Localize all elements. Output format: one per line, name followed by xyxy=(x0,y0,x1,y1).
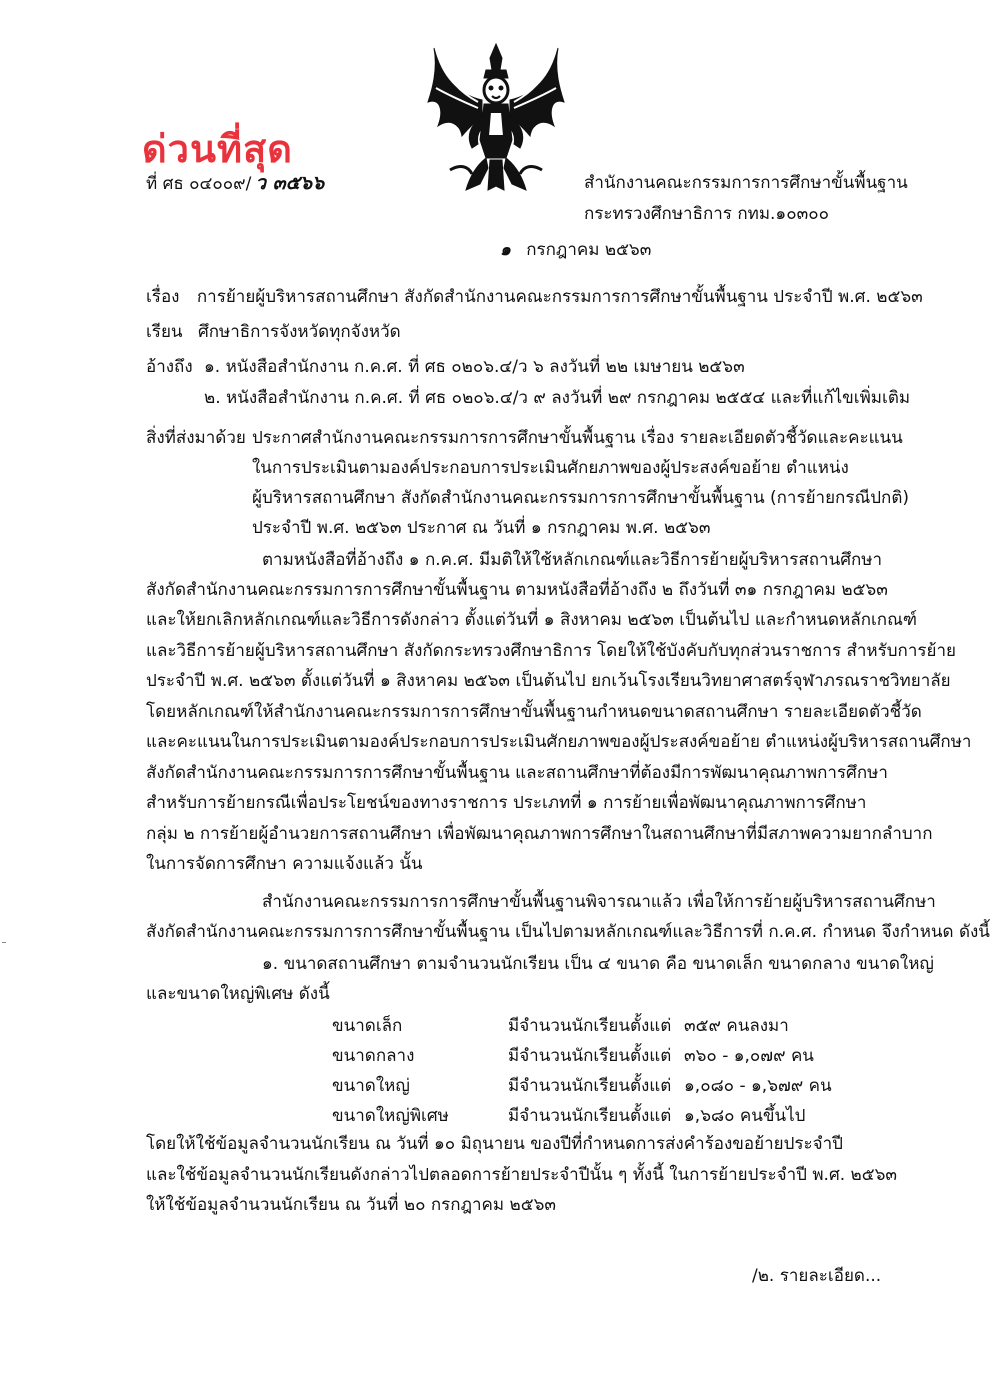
item-line: และขนาดใหญ่พิเศษ ดังนี้ xyxy=(146,984,330,1004)
size-range: ๓๖๐ - ๑,๐๗๙ คน xyxy=(684,1046,814,1066)
body-line: สังกัดสำนักงานคณะกรรมการการศึกษาขั้นพื้นฐาน ตามหนังสือที่อ้างถึง ๒ ถึงวันที่ ๓๑ กรกฎาคม ๒๕๖๓ xyxy=(146,580,888,600)
garuda-emblem xyxy=(420,40,572,195)
body-line: โดยหลักเกณฑ์ให้สำนักงานคณะกรรมการการศึกษาขั้นพื้นฐานกำหนดขนาดสถานศึกษา รายละเอียดตัวชี้วัด xyxy=(146,702,922,722)
body-line: และคะแนนในการประเมินตามองค์ประกอบการประเมินศักยภาพของผู้ประสงค์ขอย้าย ตำแหน่งผู้บริหารสถานศึกษา xyxy=(146,732,972,752)
reference-prefix: ที่ ศธ ๐๔๐๐๙/ xyxy=(146,174,252,194)
size-criterion: มีจำนวนนักเรียนตั้งแต่ xyxy=(508,1076,672,1096)
body-line: สังกัดสำนักงานคณะกรรมการการศึกษาขั้นพื้นฐาน และสถานศึกษาที่ต้องมีการพัฒนาคุณภาพการศึกษา xyxy=(146,763,888,783)
reference-number xyxy=(146,168,324,198)
size-range: ๑,๐๘๐ - ๑,๖๗๙ คน xyxy=(684,1076,832,1096)
body-line: และวิธีการย้ายผู้บริหารสถานศึกษา สังกัดกระทรวงศึกษาธิการ โดยให้ใช้บังคับกับทุกส่วนราชการ สำหรับการย้าย xyxy=(146,641,956,661)
size-name: ขนาดกลาง xyxy=(332,1046,415,1066)
size-name: ขนาดเล็ก xyxy=(332,1016,403,1036)
body-line: กลุ่ม ๒ การย้ายผู้อำนวยการสถานศึกษา เพื่อพัฒนาคุณภาพการศึกษาในสถานศึกษาที่มีสภาพความยากลำบาก xyxy=(146,824,933,844)
closing-line: ให้ใช้ข้อมูลจำนวนนักเรียน ณ วันที่ ๒๐ กรกฎาคม ๒๕๖๓ xyxy=(146,1195,557,1215)
enclosure-line: ประจำปี พ.ศ. ๒๕๖๓ ประกาศ ณ วันที่ ๑ กรกฎาคม พ.ศ. ๒๕๖๓ xyxy=(252,518,711,538)
continuation-marker: /๒. รายละเอียด... xyxy=(752,1266,882,1286)
body-line: ในการจัดการศึกษา ความแจ้งแล้ว นั้น xyxy=(146,854,423,874)
reference-item-1: ๑. หนังสือสำนักงาน ก.ค.ศ. ที่ ศธ ๐๒๐๖.๔/ว ๖ ลงวันที่ ๒๒ เมษายน ๒๕๖๓ xyxy=(204,357,745,377)
body-line: ตามหนังสือที่อ้างถึง ๑ ก.ค.ศ. มีมติให้ใช้หลักเกณฑ์และวิธีการย้ายผู้บริหารสถานศึกษา xyxy=(262,550,883,570)
size-criterion: มีจำนวนนักเรียนตั้งแต่ xyxy=(508,1106,672,1126)
reference-label: อ้างถึง xyxy=(146,357,193,377)
subject-label: เรื่อง xyxy=(146,287,180,307)
recipient-line xyxy=(146,318,401,345)
body-line: ประจำปี พ.ศ. ๒๕๖๓ ตั้งแต่วันที่ ๑ สิงหาคม ๒๕๖๓ เป็นต้นไป ยกเว้นโรงเรียนวิทยาศาสตร์จุฬาภรณราชวิทยาลัย xyxy=(146,671,951,691)
issuing-office xyxy=(584,168,908,230)
body-line: สังกัดสำนักงานคณะกรรมการการศึกษาขั้นพื้นฐาน เป็นไปตามหลักเกณฑ์และวิธีการที่ ก.ค.ศ. กำหนด จึงกำหนด ดังนี้ xyxy=(146,922,990,942)
size-criterion: มีจำนวนนักเรียนตั้งแต่ xyxy=(508,1016,672,1036)
urgency-stamp: ด่วนที่สุด xyxy=(142,127,293,171)
document-date xyxy=(500,236,651,263)
date-day: ๑ xyxy=(500,240,511,260)
size-range: ๓๕๙ คนลงมา xyxy=(684,1016,789,1036)
body-line: สำหรับการย้ายกรณีเพื่อประโยชน์ของทางราชการ ประเภทที่ ๑ การย้ายเพื่อพัฒนาคุณภาพการศึกษา xyxy=(146,793,867,813)
recipient-label: เรียน xyxy=(146,322,183,342)
enclosure-label: สิ่งที่ส่งมาด้วย xyxy=(146,428,246,448)
size-range: ๑,๖๘๐ คนขึ้นไป xyxy=(684,1106,806,1126)
subject-line xyxy=(146,283,923,310)
size-name: ขนาดใหญ่พิเศษ xyxy=(332,1106,449,1126)
body-line: สำนักงานคณะกรรมการการศึกษาขั้นพื้นฐานพิจารณาแล้ว เพื่อให้การย้ายผู้บริหารสถานศึกษา xyxy=(262,892,936,912)
reference-item-2: ๒. หนังสือสำนักงาน ก.ค.ศ. ที่ ศธ ๐๒๐๖.๔/ว ๙ ลงวันที่ ๒๙ กรกฎาคม ๒๕๕๔ และที่แก้ไขเพิ่มเติม xyxy=(204,388,911,408)
closing-line: โดยให้ใช้ข้อมูลจำนวนนักเรียน ณ วันที่ ๑๐ มิถุนายน ของปีที่กำหนดการส่งคำร้องขอย้ายประจำปี xyxy=(146,1134,843,1154)
closing-line: และใช้ข้อมูลจำนวนนักเรียนดังกล่าวไปตลอดการย้ายประจำปีนั้น ๆ ทั้งนี้ ในการย้ายประจำปี พ.ศ. ๒๕๖๓ xyxy=(146,1165,898,1185)
enclosure-line: ประกาศสำนักงานคณะกรรมการการศึกษาขั้นพื้นฐาน เรื่อง รายละเอียดตัวชี้วัดและคะแนน xyxy=(252,428,903,448)
item-line: ๑. ขนาดสถานศึกษา ตามจำนวนนักเรียน เป็น ๔ ขนาด คือ ขนาดเล็ก ขนาดกลาง ขนาดใหญ่ xyxy=(262,954,934,974)
size-criterion: มีจำนวนนักเรียนตั้งแต่ xyxy=(508,1046,672,1066)
recipient-text: ศึกษาธิการจังหวัดทุกจังหวัด xyxy=(197,322,401,342)
office-address: กระทรวงศึกษาธิการ กทม.๑๐๓๐๐ xyxy=(584,204,829,224)
subject-text: การย้ายผู้บริหารสถานศึกษา สังกัดสำนักงานคณะกรรมการการศึกษาขั้นพื้นฐาน ประจำปี พ.ศ. ๒๕๖๓ xyxy=(196,287,923,307)
size-name: ขนาดใหญ่ xyxy=(332,1076,410,1096)
reference-handwritten: ว ๓๕๖๖ xyxy=(255,172,325,194)
office-name: สำนักงานคณะกรรมการการศึกษาขั้นพื้นฐาน xyxy=(584,173,908,193)
enclosure-line: ผู้บริหารสถานศึกษา สังกัดสำนักงานคณะกรรมการการศึกษาขั้นพื้นฐาน (การย้ายกรณีปกติ) xyxy=(252,488,910,508)
scan-mark xyxy=(2,942,6,943)
enclosure-line: ในการประเมินตามองค์ประกอบการประเมินศักยภาพของผู้ประสงค์ขอย้าย ตำแหน่ง xyxy=(252,458,849,478)
date-month-year: กรกฎาคม ๒๕๖๓ xyxy=(526,240,652,260)
body-line: และให้ยกเลิกหลักเกณฑ์และวิธีการดังกล่าว ตั้งแต่วันที่ ๑ สิงหาคม ๒๕๖๓ เป็นต้นไป และกำหนดหลักเกณฑ์ xyxy=(146,610,917,630)
